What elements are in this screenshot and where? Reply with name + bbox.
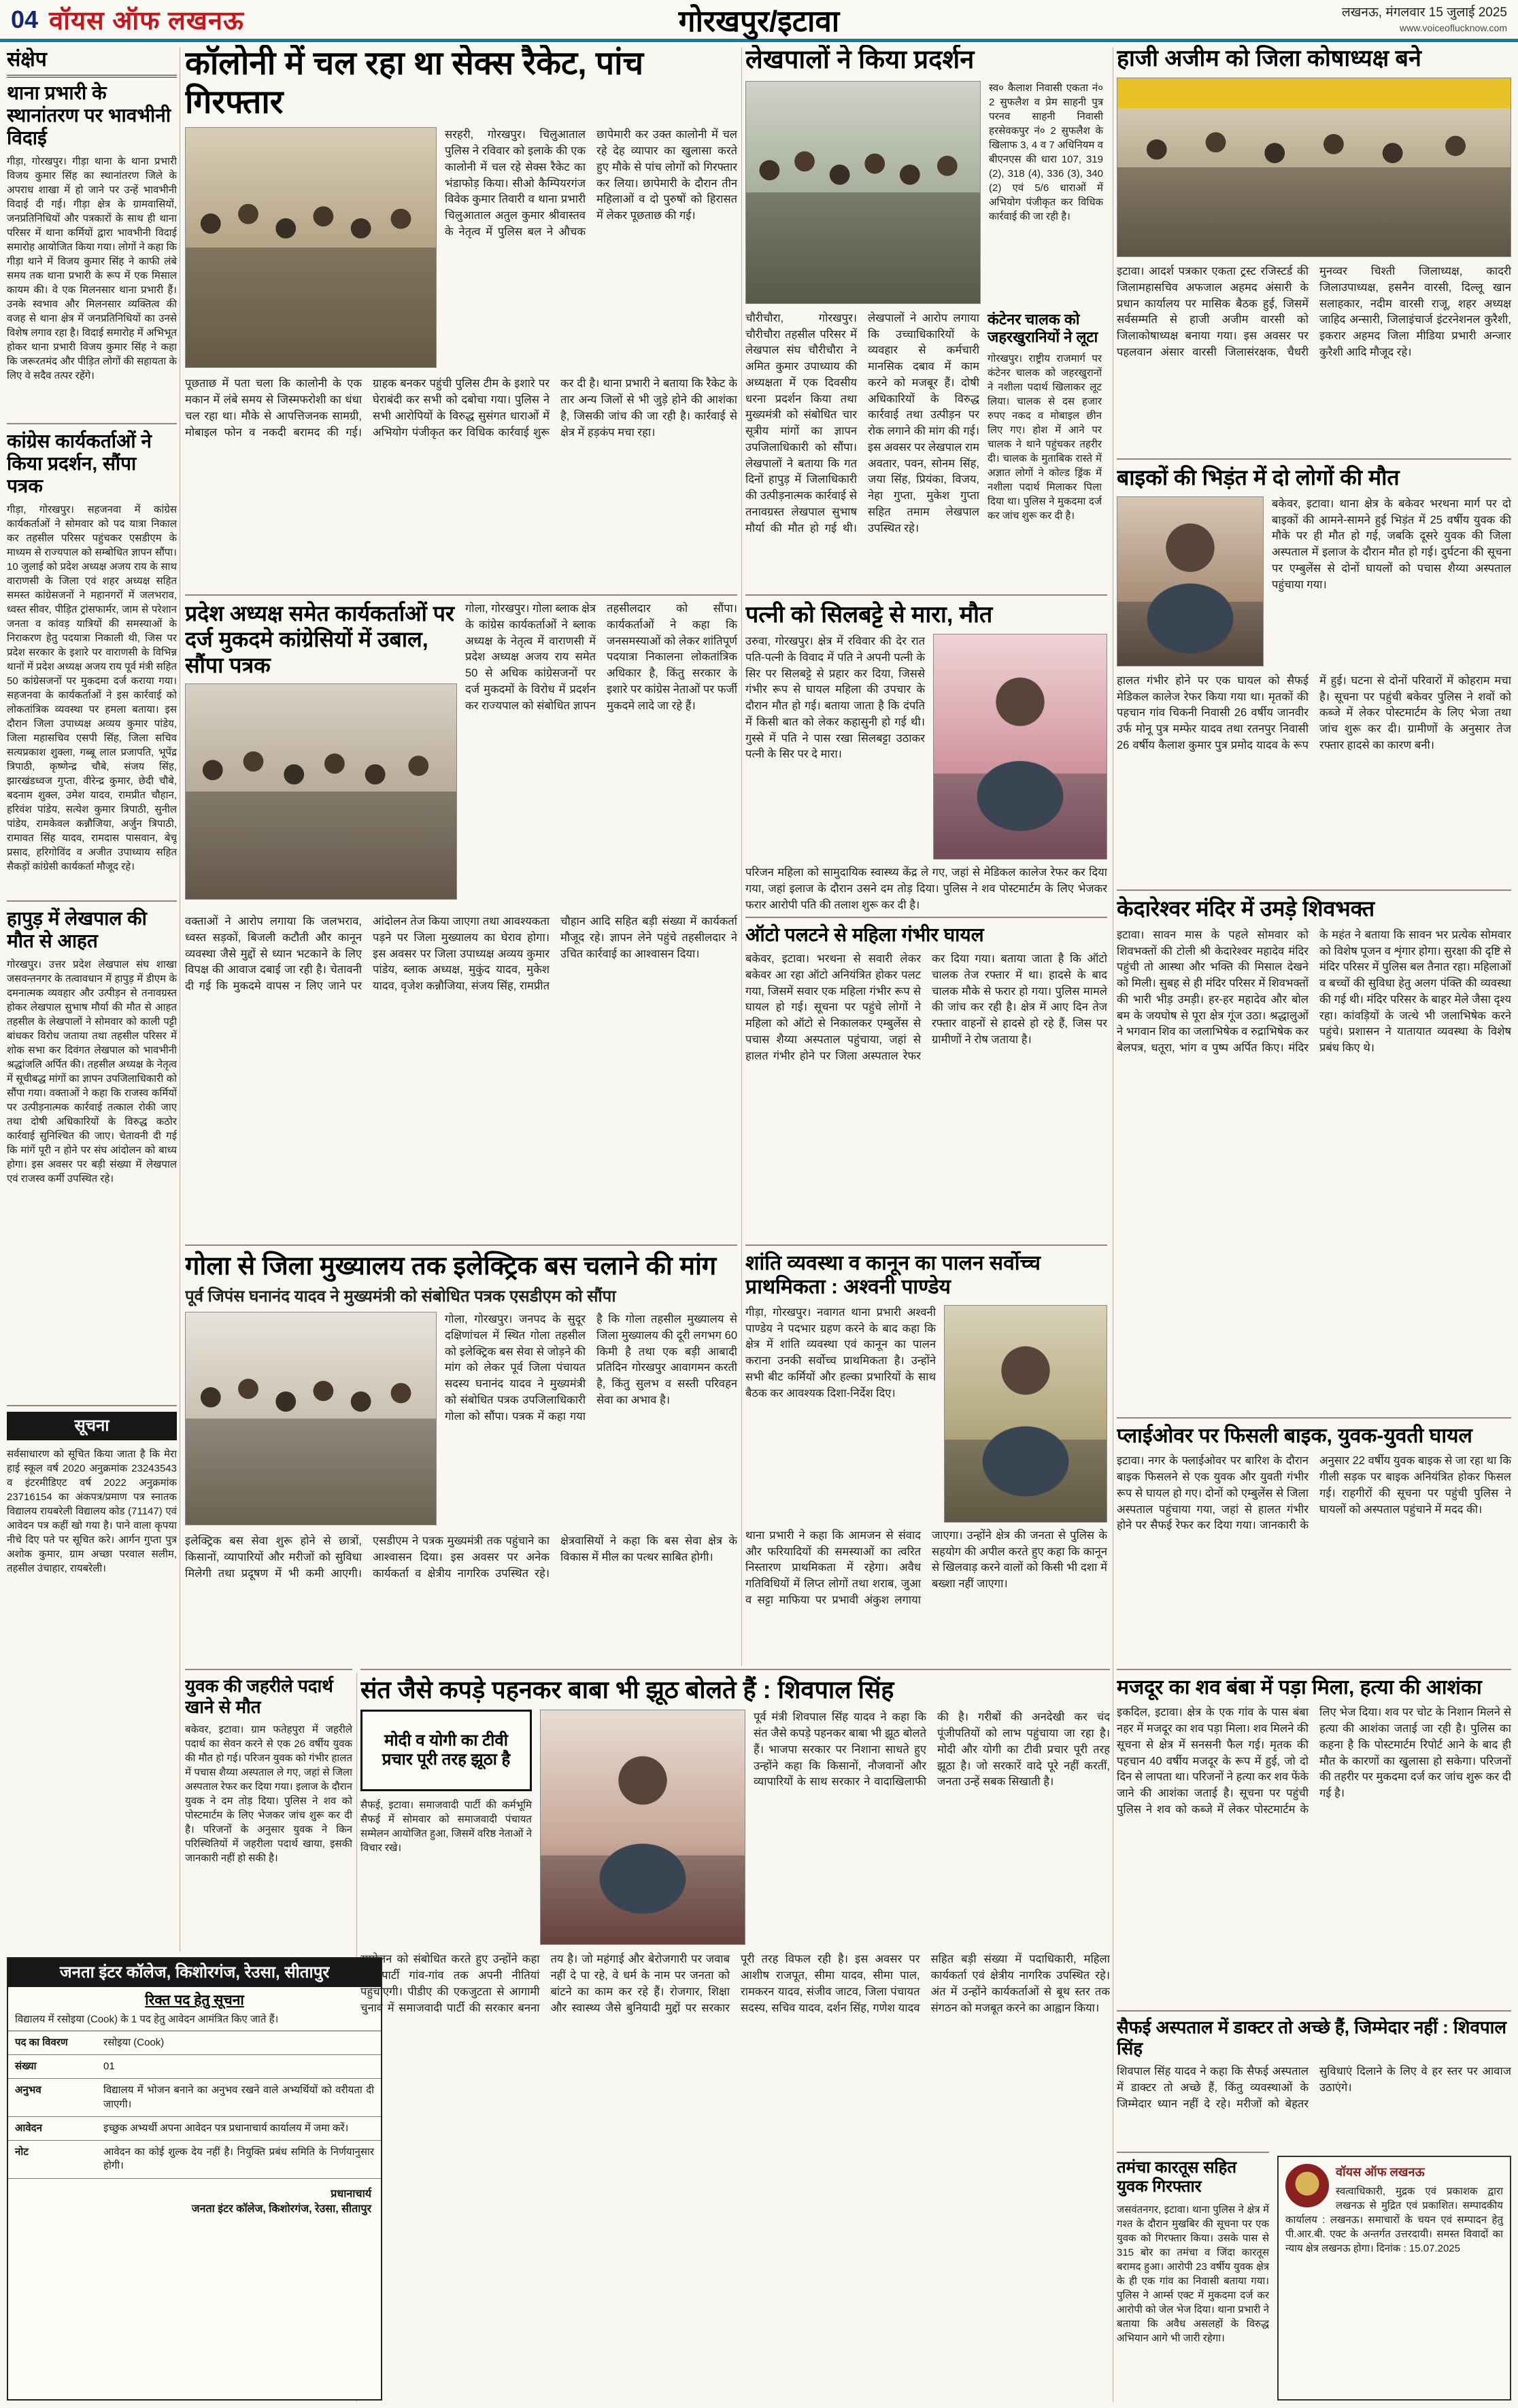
majdoor-shav-article bbox=[1117, 1669, 1511, 2007]
notice-row-label: संख्या bbox=[15, 2061, 37, 2073]
haji-azim-headline: हाजी अजीम को जिला कोषाध्यक्ष बने bbox=[1117, 46, 1421, 71]
flyover-headline: प्लाईओवर पर फिसली बाइक, युवक-युवती घायल bbox=[1117, 1425, 1472, 1447]
notice-row-value: विद्यालय में भोजन बनाने का अनुभव रखने वाले अभ्यर्थियों को वरीयता दी जाएगी। bbox=[103, 2084, 374, 2110]
gola-bus-body: गोला, गोरखपुर। जनपद के सुदूर दक्षिणांचल में स्थित गोला तहसील को इलेक्ट्रिक बस सेवा से जोड़ने की मांग को लेकर पूर्व जिला पंचायत सदस्य घनानंद यादव ने मुख्यमंत्री को संबोधित पत्रक उपजिलाधिकारी गोला को सौंपा। पत्रक में कहा गया है कि गोला तहसील मुख्यालय से जिला मुख्यालय की दूरी लगभग 60 किमी है तथा एक बड़ी आबादी प्रतिदिन गोरखपुर आवागमन करती है, किंतु सुलभ व सस्ती परिवहन सेवा का अभाव है। bbox=[445, 1313, 737, 1423]
bike-collision-photo bbox=[1117, 496, 1264, 666]
website-url: www.voiceoflucknow.com bbox=[1400, 22, 1507, 33]
mukadma-body-cont: वक्ताओं ने आरोप लगाया कि जलभराव, ध्वस्त सड़कों, बिजली कटौती और कानून व्यवस्था जैसे मुद्दों से ध्यान भटकाने के लिए विपक्ष की आवाज दबाई जा रही है। चेतावनी दी गई कि मुकदमे वापस न लिए जाने पर आंदोलन तेज किया जाएगा तथा आवश्यकता पड़ने पर जिला मुख्यालय का घेराव होगा। इस अवसर पर जिला उपाध्यक्ष अव्यय कुमार पांडेय, ब्लाक अध्यक्ष, मुकुंद यादव, मुकेश यादव, वृजेश कन्नौजिया, संजय सिंह, रामप्रीत चौहान आदि सहित बड़ी संख्या में कार्यकर्ता मौजूद रहे। ज्ञापन लेने पहुंचे तहसीलदार ने उचित कार्रवाई का आश्वासन दिया। bbox=[185, 915, 737, 992]
notice-row-label: अनुभव bbox=[15, 2084, 41, 2097]
yuvak-jahar-headline: युवक की जहरीले पदार्थ खाने से मौत bbox=[185, 1676, 333, 1717]
patni-silbatta-article bbox=[745, 594, 1107, 914]
haji-azim-body: इटावा। आदर्श पत्रकार एकता ट्रस्ट रजिस्टर्ड की जिलामहासचिव अफजाल अहमद अंसारी के प्रधान कार्यालय पर मासिक बैठक हुई, जिसमें सर्वसम्मति से हाजी अजीम वारसी को जिलाकोषाध्यक्ष बनाया गया। इस अवसर पर पहलवान अंसार वारसी जिलासंरक्षक, चैधरी मुनव्वर चिश्ती जिलाध्यक्ष, कादरी जिलाउपाध्यक्ष, हसनैन वारसी, दिल्लू खान सलाहकार, नदीम वारसी राजू, शहर अध्यक्ष जाहिद अन्सारी, जिलाइंचार्ज इंटरनेशनल कुरैशी, इकरार अहमद जिला मीडिया प्रभारी अन्जार कुरैशी आदि मौजूद रहे। bbox=[1117, 265, 1511, 358]
kedareshwar-headline: केदारेश्वर मंदिर में उमड़े शिवभक्त bbox=[1117, 896, 1375, 921]
yuvak-jahar-body: बकेवर, इटावा। ग्राम फतेहपुरा में जहरीले पदार्थ का सेवन करने से एक 26 वर्षीय युवक की मौत हो गई। परिजन युवक को गंभीर हालत में पचास शैय्या अस्पताल ले गए, जहां से जिला अस्पताल रेफर कर दिया गया। इलाज के दौरान युवक ने दम तोड़ दिया। पुलिस ने शव को पोस्टमार्टम के लिए भेजकर जांच शुरू कर दी है। परिजनों के अनुसार युवक ने किन परिस्थितियों में जहरीला पदार्थ खाया, इसकी जानकारी नहीं हो सकी है। bbox=[185, 1724, 352, 1865]
congress-pradarshan-article bbox=[7, 423, 177, 898]
college-notice-title: जनता इंटर कॉलेज, किशोरगंज, रेउसा, सीतापुर bbox=[8, 1958, 381, 1987]
shivpal-sant-body-cont: सम्मेलन को संबोधित करते हुए उन्होंने कहा कि पार्टी गांव-गांव तक अपनी नीतियां पहुंचाएगी। पीडीए की एकजुटता से आगामी चुनाव में समाजवादी पार्टी की सरकार बनना तय है। जो महंगाई और बेरोजगारी पर जवाब नहीं दे पा रहे, वे धर्म के नाम पर जनता को बांटने का काम कर रहे हैं। रोजगार, शिक्षा और स्वास्थ्य जैसे बुनियादी मुद्दों पर सरकार पूरी तरह विफल रही है। इस अवसर पर आशीष राजपूत, सीमा यादव, सीमा पाल, रामकरन यादव, संजीव जाटव, जिला पंचायत सदस्य, सचिव यादव, दर्शन सिंह, गणेश यादव सहित बड़ी संख्या में पदाधिकारी, महिला कार्यकर्ता एवं क्षेत्रीय नागरिक उपस्थित रहे। अंत में उन्होंने कार्यकर्ताओं से बूथ स्तर तक संगठन को मजबूत करने का आह्वान किया। bbox=[360, 1953, 1110, 2014]
lekhpal-pradarshan-article bbox=[745, 45, 1107, 593]
college-notice bbox=[7, 1957, 382, 2401]
gola-bus-photo bbox=[185, 1312, 437, 1525]
shanti-photo bbox=[944, 1305, 1107, 1523]
patni-headline: पत्नी को सिलबट्टे से मारा, मौत bbox=[745, 602, 993, 628]
vidaai-article bbox=[7, 82, 177, 420]
notice-row-value: इच्छुक अभ्यर्थी अपना आवेदन पत्र प्रधानाचार्य कार्यालय में जमा करें। bbox=[103, 2122, 349, 2134]
bike-collision-body-cont: हालत गंभीर होने पर एक घायल को सैफई मेडिकल कालेज रेफर किया गया था। मृतकों की पहचान गांव चिकनी निवासी 26 वर्षीय जानवीर उर्फ मोनू पुत्र मम्फेर यादव तथा रतनपुर निवासी 26 वर्षीय कैलाश कुमार पुत्र प्रमोद यादव के रूप में हुई। घटना से दोनों परिवारों में कोहराम मचा है। सूचना पर पहुंची बकेवर पुलिस ने शवों को कब्जे में लेकर पोस्टमार्टम के लिए भेजा तथा जांच शुरू कर दी। ग्रामीणों के अनुसार तेज रफ्तार हादसे का कारण बनी। bbox=[1117, 674, 1511, 751]
saifai-hospital-subarticle bbox=[1117, 2010, 1511, 2149]
suchna-notice bbox=[7, 1405, 177, 1953]
college-notice-subtitle: रिक्त पद हेतु सूचना bbox=[145, 1992, 244, 2008]
dateline: लखनऊ, मंगलवार 15 जुलाई 2025 bbox=[1341, 5, 1507, 20]
haji-azim-article bbox=[1117, 45, 1511, 456]
kedareshwar-body: इटावा। सावन मास के पहले सोमवार को शिवभक्तों की टोली श्री केदारेश्वर महादेव मंदिर पहुंची तो आस्था और भक्ति की मिसाल देखने को मिली। सुबह से ही मंदिर परिसर में शिवभक्तों की भारी भीड़ उमड़ी। हर-हर महादेव और बोल बम के जयघोष से पूरा क्षेत्र गूंज उठा। श्रद्धालुओं ने भगवान शिव का जलाभिषेक व रुद्राभिषेक कर बेलपत्र, धतूरा, भांग व पुष्प अर्पित किए। मंदिर के महंत ने बताया कि सावन भर प्रत्येक सोमवार को विशेष पूजन व शृंगार होगा। सुरक्षा की दृष्टि से मंदिर परिसर में पुलिस बल तैनात रहा। महिलाओं व बच्चों की सुविधा हेतु अलग पंक्ति की व्यवस्था की गई थी। मंदिर परिसर के बाहर मेले जैसा दृश्य रहा। कांवड़ियों के जत्थे भी जलाभिषेक करने पहुंचे। प्रशासन ने यातायात व्यवस्था के विशेष प्रबंध किए थे। bbox=[1117, 928, 1511, 1054]
flyover-article bbox=[1117, 1417, 1511, 1666]
masthead: वॉयस ऑफ लखनऊ bbox=[49, 6, 244, 35]
hapur-lekhpal-article bbox=[7, 900, 177, 1402]
tamancha-article bbox=[1117, 2152, 1269, 2403]
shanti-body: गीड़ा, गोरखपुर। नवागत थाना प्रभारी अश्वनी पाण्डेय ने पदभार ग्रहण करने के बाद कहा कि क्षेत्र में शांति व्यवस्था एवं कानून का पालन कराना उनकी सर्वोच्च प्राथमिकता है। उन्होंने सभी बीट कर्मियों और हल्का प्रभारियों के साथ बैठक कर आवश्यक दिशा-निर्देश दिए। bbox=[745, 1306, 936, 1400]
vidaai-body: गीड़ा, गोरखपुर। गीड़ा थाना के थाना प्रभारी विजय कुमार सिंह का स्थानांतरण जिले के अपराध शाखा में हो जाने पर उन्हें भावभीनी विदाई दी गई। गीड़ा क्षेत्र के ग्रामवासियों, जनप्रतिनिधियों और पत्रकारों के साथ ही थाना परिसर में थाना कर्मियों द्वारा भावभीनी विदाई समारोह आयोजित किया गया। लोगों ने कहा कि गीड़ा थाने में विजय कुमार सिंह ने काफी लंबे समय तक थाना प्रभारी के रूप में एक मिसाल कायम की। वे एक मिलनसार थाना प्रभारी हैं। उनके स्वभाव और मिलनसार व्यक्तित्व की वजह से थाना क्षेत्र में जनप्रतिनिधियों का उनसे विशेष लगाव रहा है। विदाई समारोह में अभिभूत होकर थाना प्रभारी विजय कुमार सिंह ने कहा कि जरूरतमंद और पीड़ित लोगों की सहायता के लिए वे सदैव तत्पर रहेंगे। bbox=[7, 156, 177, 382]
lekhpal-headline: लेखपालों ने किया प्रदर्शन bbox=[745, 46, 975, 74]
patni-photo bbox=[933, 634, 1107, 860]
imprint-body: स्वत्वाधिकारी, मुद्रक एवं प्रकाशक द्वारा लखनऊ से मुद्रित एवं प्रकाशित। सम्पादकीय कार्यालय : लखनऊ। समाचारों के चयन एवं सम्पादन हेतु पी.आर.बी. एक्ट के अन्तर्गत उत्तरदायी। समस्त विवादों का न्याय क्षेत्र लखनऊ होगा। दिनांक : 15.07.2025 bbox=[1285, 2186, 1503, 2254]
college-notice-intro: विद्यालय में रसोइया (Cook) के 1 पद हेतु आवेदन आमंत्रित किए जाते हैं। bbox=[8, 2012, 381, 2031]
congress-body: गीड़ा, गोरखपुर। सहजनवा में कांग्रेस कार्यकर्ताओं ने सोमवार को पद यात्रा निकाल कर तहसील परिसर पहुंचकर एसडीएम के माध्यम से राज्यपाल को सम्बोधित ज्ञापन सौंपा। 10 जुलाई को प्रदेश अध्यक्ष अजय राय के साथ वाराणसी के जिला एवं शहर अध्यक्ष सहित समस्त कांग्रेसजनों ने महानगरों में जलभराव, ध्वस्त सीवर, पीड़ित ट्रांसफार्मर, जाम से परेशान जनता व कांवड़ यात्रियों की समस्याओं के निराकरण हेतु पदयात्रा निकाली थी, जिस पर प्रदेश सरकार के इशारे पर वाराणसी के विभिन्न थानों में प्रदेश अध्यक्ष अजय राय पूर्व मंत्री सहित 50 कांग्रेसजनों पर मुकदमा दर्ज कराया गया। सहजनवा के कार्यकर्ताओं ने इस कार्रवाई को लोकतांत्रिक व्यवस्था पर हमला बताया। इस दौरान जिला उपाध्यक्ष अव्यय कुमार पांडेय, जिला महासचिव एसपी सिंह, जिला सचिव सत्यप्रकाश शुक्ला, गब्बू लाल प्रजापति, भूपेंद्र त्रिपाठी, कृष्णेन्द्र चौबे, संजय सिंह, झारखंडध्वज गुप्ता, वीरेन्द्र कुमार, छेदी चौबे, बदनाम शुक्ल, उमेश यादव, रामप्रीत चौहान, हरिवंश पांडेय, सत्येश कुमार त्रिपाठी, सुनील पांडेय, रामकेवल कन्नौजिया, अर्जुन त्रिपाठी, रामावत सिंह यादव, रामदास पासवान, बेचू प्रसाद, हरिगोविंद व अजीत उपाध्याय सहित सैकड़ों कांग्रेसी कार्यकर्ता मौजूद रहे। bbox=[7, 504, 177, 873]
sex-racket-fir-details: स्व० कैलाश निवासी एकता नं० 2 सुफलैश व प्रेम साहनी पुत्र परनव साहनी निवासी हरसेवकपुर नं० 2 सुफलैश के खिलाफ 3, 4 व 7 अधिनियम व बीएनएस की धारा 107, 319 (2), 318 (4), 336 (3), 340 (2) एवं 5/6 धाराओं में अभियोग पंजीकृत कर विधिक कार्रवाई की जा रही है। bbox=[989, 82, 1103, 222]
brief-label: संक्षेप bbox=[7, 48, 47, 71]
sex-racket-body: सरहरी, गोरखपुर। चिलुआताल पुलिस ने रविवार को इलाके की एक कालोनी में चल रहे सेक्स रैकेट का भंडाफोड़ किया। सीओ कैम्पियरगंज विवेक कुमार तिवारी व थाना प्रभारी चिलुआताल अतुल कुमार श्रीवास्तव के नेतृत्व में पुलिस बल ने औचक छापेमारी कर उक्त कालोनी में चल रहे देह व्यापार का खुलासा करते हुए मौके से पांच लोगों को गिरफ्तार कर लिया। छापेमारी के दौरान तीन महिलाओं व दो पुरुषों को हिरासत में लेकर पूछताछ की गई। bbox=[445, 129, 737, 238]
notice-signature-line2: जनता इंटर कॉलेज, किशोरगंज, रेउसा, सीतापुर bbox=[191, 2203, 371, 2215]
notice-row-label: पद का विवरण bbox=[15, 2036, 68, 2048]
shanti-headline: शांति व्यवस्था व कानून का पालन सर्वोच्च प्राथमिकता : अश्वनी पाण्डेय bbox=[745, 1252, 1041, 1299]
hapur-headline: हापुड़ में लेखपाल की मौत से आहत bbox=[7, 908, 147, 952]
hapur-body: गोरखपुर। उत्तर प्रदेश लेखपाल संघ शाखा जसवन्तनगर के तत्वावधान में हापुड़ में डीएम के दमनात्मक व्यवहार और उत्पीड़न से तनावग्रस्त होकर लेखपाल सुभाष मौर्या की मौत से आहत तहसील के लेखपालों ने सोमवार को काली पट्टी बांधकर विरोध जताया तथा तहसील परिसर में शोक सभा कर दिवंगत लेखपाल को भावभीनी श्रद्धांजलि अर्पित की। तहसील अध्यक्ष के नेतृत्व में सूचीबद्ध मांगों का ज्ञापन उपजिलाधिकारी को सौंपा गया। वक्ताओं ने कहा कि राजस्व कर्मियों पर उत्पीड़नात्मक कार्रवाई तत्काल रोकी जाए तथा दोषी अधिकारियों के विरुद्ध कठोर कार्रवाई सुनिश्चित की जाए। चेतावनी दी गई कि मांगें पूरी न होने पर संघ आंदोलन को बाध्य होगा। इस अवसर पर बड़ी संख्या में लेखपाल एवं राजस्व कर्मी उपस्थित रहे। bbox=[7, 959, 177, 1185]
vidaai-headline: थाना प्रभारी के स्थानांतरण पर भावभीनी विदाई bbox=[7, 82, 171, 149]
page-header bbox=[0, 0, 1518, 42]
container-loot-article bbox=[988, 311, 1102, 573]
saifai-body: शिवपाल सिंह यादव ने कहा कि सैफई अस्पताल में डाक्टर तो अच्छे हैं, किंतु व्यवस्थाओं के जिम्मेदार ध्यान नहीं दे रहे। मरीजों को बेहतर सुविधाएं दिलाने के लिए वे हर स्तर पर आवाज उठाएंगे। bbox=[1117, 2065, 1511, 2110]
congress-headline: कांग्रेस कार्यकर्ताओं ने किया प्रदर्शन, सौंपा पत्रक bbox=[7, 430, 152, 497]
shivpal-sant-body: पूर्व मंत्री शिवपाल सिंह यादव ने कहा कि संत जैसे कपड़े पहनकर बाबा भी झूठ बोलते हैं। भाजपा सरकार पर निशाना साधते हुए उन्होंने कहा कि किसानों, नौजवानों और व्यापारियों के साथ सरकार ने वादाखिलाफी की है। गरीबों की अनदेखी कर चंद पूंजीपतियों को लाभ पहुंचाया जा रहा है। मोदी और योगी का टीवी प्रचार पूरी तरह झूठा है। जो सरकारें वादे पूरे नहीं करतीं, जनता उन्हें सबक सिखाती है। bbox=[754, 1711, 1110, 1788]
tamancha-headline: तमंचा कारतूस सहित युवक गिरफ्तार bbox=[1117, 2158, 1237, 2197]
notice-row bbox=[8, 2117, 381, 2141]
container-loot-headline: कंटेनर चालक को जहरखुरानियों ने लूटा bbox=[988, 310, 1098, 345]
lekhpal-body: चौरीचौरा, गोरखपुर। चौरीचौरा तहसील परिसर में लेखपाल संघ चौरीचौरा ने अमित कुमार उपाध्याय की अध्यक्षता में एक दिवसीय धरना प्रदर्शन किया तथा मुख्यमंत्री को संबोधित चार सूत्रीय मांगों का ज्ञापन उपजिलाधिकारी को सौंपा। लेखपालों ने बताया कि गत दिनों हापुड़ में जिलाधिकारी की उत्पीड़नात्मक कार्रवाई से तनावग्रस्त लेखपाल सुभाष मौर्या की मौत हो गई थी। लेखपालों ने आरोप लगाया कि उच्चाधिकारियों के व्यवहार से कर्मचारी मानसिक दबाव में काम करने को मजबूर हैं। दोषी अधिकारियों के विरुद्ध कार्रवाई तथा उत्पीड़न पर रोक लगाने की मांग की गई। इस अवसर पर लेखपाल राम अवतार, पवन, सोनम सिंह, जया सिंह, प्रियंका, विजय, नेहा गुप्ता, मुकेश गुप्ता सहित तमाम लेखपाल उपस्थित रहे। bbox=[745, 311, 979, 535]
gola-bus-body-cont: इलेक्ट्रिक बस सेवा शुरू होने से छात्रों, किसानों, व्यापारियों और मरीजों को सुविधा मिलेगी तथा प्रदूषण में भी कमी आएगी। एसडीएम ने पत्रक मुख्यमंत्री तक पहुंचाने का आश्वासन दिया। इस अवसर पर अनेक कार्यकर्ता व क्षेत्रीय नागरिक उपस्थित रहे। क्षेत्रवासियों ने कहा कि बस सेवा क्षेत्र के विकास में मील का पत्थर साबित होगी। bbox=[185, 1535, 737, 1580]
notice-row bbox=[8, 2141, 381, 2179]
notice-row-value: 01 bbox=[103, 2061, 115, 2073]
patni-body: उरुवा, गोरखपुर। क्षेत्र में रविवार की देर रात पति-पत्नी के विवाद में पति ने अपनी पत्नी के सिर पर सिलबट्टे से प्रहार कर दिया, जिससे गंभीर रूप से घायल महिला की उपचार के दौरान मौत हो गई। बताया जाता है कि दंपति में किसी बात को लेकर कहासुनी हो गई थी। गुस्से में पति ने पास रखा सिलबट्टा उठाकर पत्नी के सिर पर दे मारा। bbox=[745, 635, 925, 761]
notice-row bbox=[8, 2079, 381, 2117]
sex-racket-article bbox=[185, 45, 737, 593]
auto-palta-article bbox=[745, 917, 1107, 1242]
haji-azim-photo bbox=[1117, 78, 1511, 257]
notice-row-value: आवेदन का कोई शुल्क देय नहीं है। नियुक्ति प्रबंध समिति के निर्णयानुसार होगी। bbox=[103, 2146, 374, 2172]
shanti-vyavastha-article bbox=[745, 1244, 1107, 1666]
mukadma-headline: प्रदेश अध्यक्ष समेत कार्यकर्ताओं पर दर्ज मुकदमे कांग्रेसियों में उबाल, सौंपा पत्रक bbox=[185, 601, 455, 677]
auto-headline: ऑटो पलटने से महिला गंभीर घायल bbox=[745, 924, 984, 945]
tamancha-body: जसवंतनगर, इटावा। थाना पुलिस ने क्षेत्र में गश्त के दौरान मुखबिर की सूचना पर एक युवक को गिरफ्तार किया। उसके पास से 315 बोर का तमंचा व जिंदा कारतूस बरामद हुआ। आरोपी 23 वर्षीय युवक क्षेत्र के ही एक गांव का निवासी बताया गया। पुलिस ने आर्म्स एक्ट में मुकदमा दर्ज कर आरोपी को जेल भेज दिया। थाना प्रभारी ने बताया कि अवैध असलहों के विरुद्ध अभियान आगे भी जारी रहेगा। bbox=[1117, 2203, 1269, 2344]
majdoor-headline: मजदूर का शव बंबा में पड़ा मिला, हत्या की आशंका bbox=[1117, 1676, 1482, 1699]
bike-collision-body: बकेवर, इटावा। थाना क्षेत्र के बकेवर भरथना मार्ग पर दो बाइकों की आमने-सामने हुई भिड़ंत में 25 वर्षीय युवक की मौके पर ही मौत हो गई, जबकि दूसरे युवक की जिला अस्पताल में इलाज के दौरान मौत हो गई। दुर्घटना की सूचना पर एम्बुलेंस से दोनों घायलों को पचास शैय्या अस्पताल पहुंचाया गया। bbox=[1272, 497, 1511, 591]
notice-row-label: नोट bbox=[15, 2146, 29, 2158]
section-title: गोरखपुर/इटावा bbox=[678, 4, 840, 38]
sex-racket-body-cont: पूछताछ में पता चला कि कालोनी के एक मकान में लंबे समय से जिस्मफरोशी का धंधा चल रहा था। मौके से आपत्तिजनक सामग्री, मोबाइल फोन व नकदी बरामद की गई। ग्राहक बनकर पहुंची पुलिस टीम के इशारे पर घेराबंदी कर सभी को दबोचा गया। पुलिस ने सभी आरोपियों के विरुद्ध सुसंगत धाराओं में अभियोग पंजीकृत कर विधिक कार्रवाई शुरू कर दी है। थाना प्रभारी ने बताया कि रैकेट के तार अन्य जिलों से भी जुड़े होने की आशंका है, जिसकी जांच की जा रही है। कार्रवाई से क्षेत्र में हड़कंप मचा रहा। bbox=[185, 377, 737, 439]
mukadma-congress-article bbox=[185, 594, 737, 1242]
sex-racket-photo bbox=[185, 127, 437, 368]
column-rule bbox=[741, 48, 742, 1666]
shivpal-sant-photo bbox=[540, 1710, 745, 1945]
shivpal-sant-headline: संत जैसे कपड़े पहनकर बाबा भी झूठ बोलते हैं : शिवपाल सिंह bbox=[360, 1676, 894, 1703]
yuvak-jahar-article bbox=[185, 1669, 352, 1954]
bike-collision-article bbox=[1117, 458, 1511, 887]
notice-signature bbox=[8, 2179, 381, 2218]
majdoor-body: इकदिल, इटावा। क्षेत्र के एक गांव के पास बंबा नहर में मजदूर का शव पड़ा मिला। शव मिलने की सूचना से क्षेत्र में सनसनी फैल गई। मृतक की पहचान 40 वर्षीय मजदूर के रूप में हुई, जो दो दिन से लापता था। परिजनों ने हत्या कर शव फेंके जाने की आशंका जताई है। सूचना पर पहुंची पुलिस ने शव को कब्जे में लेकर पोस्टमार्टम के लिए भेज दिया। शव पर चोट के निशान मिलने से हत्या की आशंका जताई जा रही है। पुलिस का कहना है कि पोस्टमार्टम रिपोर्ट आने के बाद ही मौत के कारणों का खुलासा हो सकेगा। परिजनों की तहरीर पर मुकदमा दर्ज कर जांच शुरू कर दी गई है। bbox=[1117, 1706, 1511, 1816]
shanti-body-cont: थाना प्रभारी ने कहा कि आमजन से संवाद और फरियादियों की समस्याओं का त्वरित निस्तारण प्राथमिकता में रहेगा। अवैध गतिविधियों में लिप्त लोगों तथा शराब, जुआ व सट्टा माफिया पर प्रभावी अंकुश लगाया जाएगा। उन्होंने क्षेत्र की जनता से पुलिस के सहयोग की अपील करते हुए कहा कि कानून से खिलवाड़ करने वालों को किसी भी दशा में बख्शा नहीं जाएगा। bbox=[745, 1529, 1107, 1606]
date-box bbox=[1342, 5, 1507, 34]
suchna-body: सर्वसाधारण को सूचित किया जाता है कि मेरा हाई स्कूल वर्ष 2020 अनुक्रमांक 23243543 व इंटरमीडिएट वर्ष 2022 अनुक्रमांक 23716154 का अंकपत्र/प्रमाण पत्र स्नातक विद्यालय रायबरेली विद्यालय कोड (71147) एवं आवेदन पत्र कहीं खो गया है। पाने वाला कृपया नीचे दिए पते पर सूचित करे। आर्गन गुप्ता पुत्र अशोक कुमार, ग्राम अच्छा परवाल सलीम, तहसील उंचाहार, रायबरेली। bbox=[7, 1448, 177, 1574]
shivpal-sant-lede: सैफई, इटावा। समाजवादी पार्टी की कर्मभूमि सैफई में सोमवार को समाजवादी पंचायत सम्मेलन आयोजित हुआ, जिसमें वरिष्ठ नेताओं ने विचार रखे। bbox=[360, 1799, 532, 1854]
gola-bus-subhead: पूर्व जिपंस घनानंद यादव ने मुख्यमंत्री को संबोधित पत्रक एसडीएम को सौंपा bbox=[185, 1287, 616, 1306]
modi-yogi-inset bbox=[360, 1710, 532, 1791]
container-loot-body: गोरखपुर। राष्ट्रीय राजमार्ग पर कंटेनर चालक को जहरखुरानों ने नशीला पदार्थ खिलाकर लूट लिया। चालक से दस हजार रुपए नकद व मोबाइल छीन लिए गए। होश में आने पर चालक ने थाने पहुंचकर तहरीर दी। चालक के मुताबिक रास्ते में अज्ञात लोगों ने कोल्ड ड्रिंक में नशीला पदार्थ मिलाकर पिला दिया था। पुलिस ने मुकदमा दर्ज कर जांच शुरू कर दी है। bbox=[988, 352, 1102, 522]
shivpal-sant-article bbox=[360, 1669, 1110, 2402]
lekhpal-photo bbox=[745, 81, 981, 304]
flyover-body: इटावा। नगर के फ्लाईओवर पर बारिश के दौरान बाइक फिसलने से एक युवक और युवती गंभीर रूप से घायल हो गए। द‍ोनों को एम्बुलेंस से जिला अस्पताल पहुंचाया गया, जहां से हालत गंभीर होने पर सैफई रेफर कर दिया गया। जानकारी के अनुसार 22 वर्षीय युवक बाइक से जा रहा था कि गीली सड़क पर बाइक अनियंत्रित होकर फिसल गई। राहगीरों की सूचना पर पहुंची पुलिस ने घायलों को अस्पताल पहुंचाने में मदद की। bbox=[1117, 1455, 1511, 1532]
notice-row bbox=[8, 2031, 381, 2055]
press-logo bbox=[1285, 2164, 1329, 2207]
suchna-bar: सूचना bbox=[7, 1412, 177, 1440]
imprint-box bbox=[1277, 2156, 1511, 2401]
mukadma-photo bbox=[185, 683, 457, 900]
bike-collision-headline: बाइकों की भिड़ंत में दो लोगों की मौत bbox=[1117, 465, 1400, 490]
gola-bus-headline: गोला से जिला मुख्यालय तक इलेक्ट्रिक बस चलाने की मांग bbox=[185, 1252, 717, 1281]
sex-racket-headline: कॉलोनी में चल रहा था सेक्स रैकेट, पांच गिरफ्तार bbox=[185, 46, 644, 120]
patni-body-cont: परिजन महिला को सामुदायिक स्वास्थ्य केंद्र ले गए, जहां से मेडिकल कालेज रेफर कर दिया गया, जहां इलाज के दौरान उसने दम तोड़ दिया। पुलिस ने शव पोस्टमार्टम के लिए भेजकर फरार आरोपी पति की तलाश शुरू कर दी है। bbox=[745, 866, 1107, 911]
mukadma-body: गोला, गोरखपुर। गोला ब्लाक क्षेत्र के कांग्रेस कार्यकर्ताओं ने ब्लाक अध्यक्ष के नेतृत्व में वाराणसी में प्रदेश अध्यक्ष अजय राय समेत 50 से अधिक कांग्रेसजनों पर दर्ज मुकदमों के विरोध में प्रदर्शन कर राज्यपाल को संबोधित ज्ञापन तहसीलदार को सौंपा। कार्यकर्ताओं ने कहा कि जनसमस्याओं को लेकर शांतिपूर्ण पदयात्रा निकालना लोकतांत्रिक अधिकार है, किंतु सरकार के इशारे पर कांग्रेस नेताओं पर फर्जी मुकदमे लादे जा रहे हैं। bbox=[465, 603, 737, 712]
gola-bus-article bbox=[185, 1244, 737, 1666]
modi-yogi-inset-text: मोदी व योगी का टीवी प्रचार पूरी तरह झूठा है bbox=[382, 1731, 511, 1769]
saifai-subhead: सैफई अस्पताल में डाक्टर तो अच्छे हैं, जिम्मेदार नहीं : शिवपाल सिंह bbox=[1117, 2017, 1507, 2058]
notice-signature-line1: प्रधानाचार्य bbox=[331, 2188, 371, 2200]
notice-row bbox=[8, 2055, 381, 2079]
notice-row-value: रसोइया (Cook) bbox=[103, 2036, 165, 2048]
notice-row-label: आवेदन bbox=[15, 2122, 42, 2134]
auto-body: बकेवर, इटावा। भरथना से सवारी लेकर बकेवर आ रहा ऑटो अनियंत्रित होकर पलट गया, जिसमें सवार एक महिला गंभीर रूप से घायल हो गई। सूचना पर पहुंचे लोगों ने महिला को ऑटो से निकालकर एम्बुलेंस से पचास शैय्या अस्पताल पहुंचाया, जहां से हालत गंभीर होने पर जिला अस्पताल रेफर कर दिया गया। बताया जाता है कि ऑटो चालक तेज रफ्तार में था। हादसे के बाद चालक मौके से फरार हो गया। पुलिस मामले की जांच कर रही है। क्षेत्र में आए दिन तेज रफ्तार वाहनों से हादसे हो रहे हैं, जिस पर ग्रामीणों ने रोष जताया है। bbox=[745, 953, 1107, 1062]
page-number: 04 bbox=[11, 5, 39, 33]
imprint-title: वॉयस ऑफ लखनऊ bbox=[1336, 2165, 1425, 2179]
kedareshwar-article bbox=[1117, 889, 1511, 1414]
brief-section-header bbox=[7, 48, 177, 78]
